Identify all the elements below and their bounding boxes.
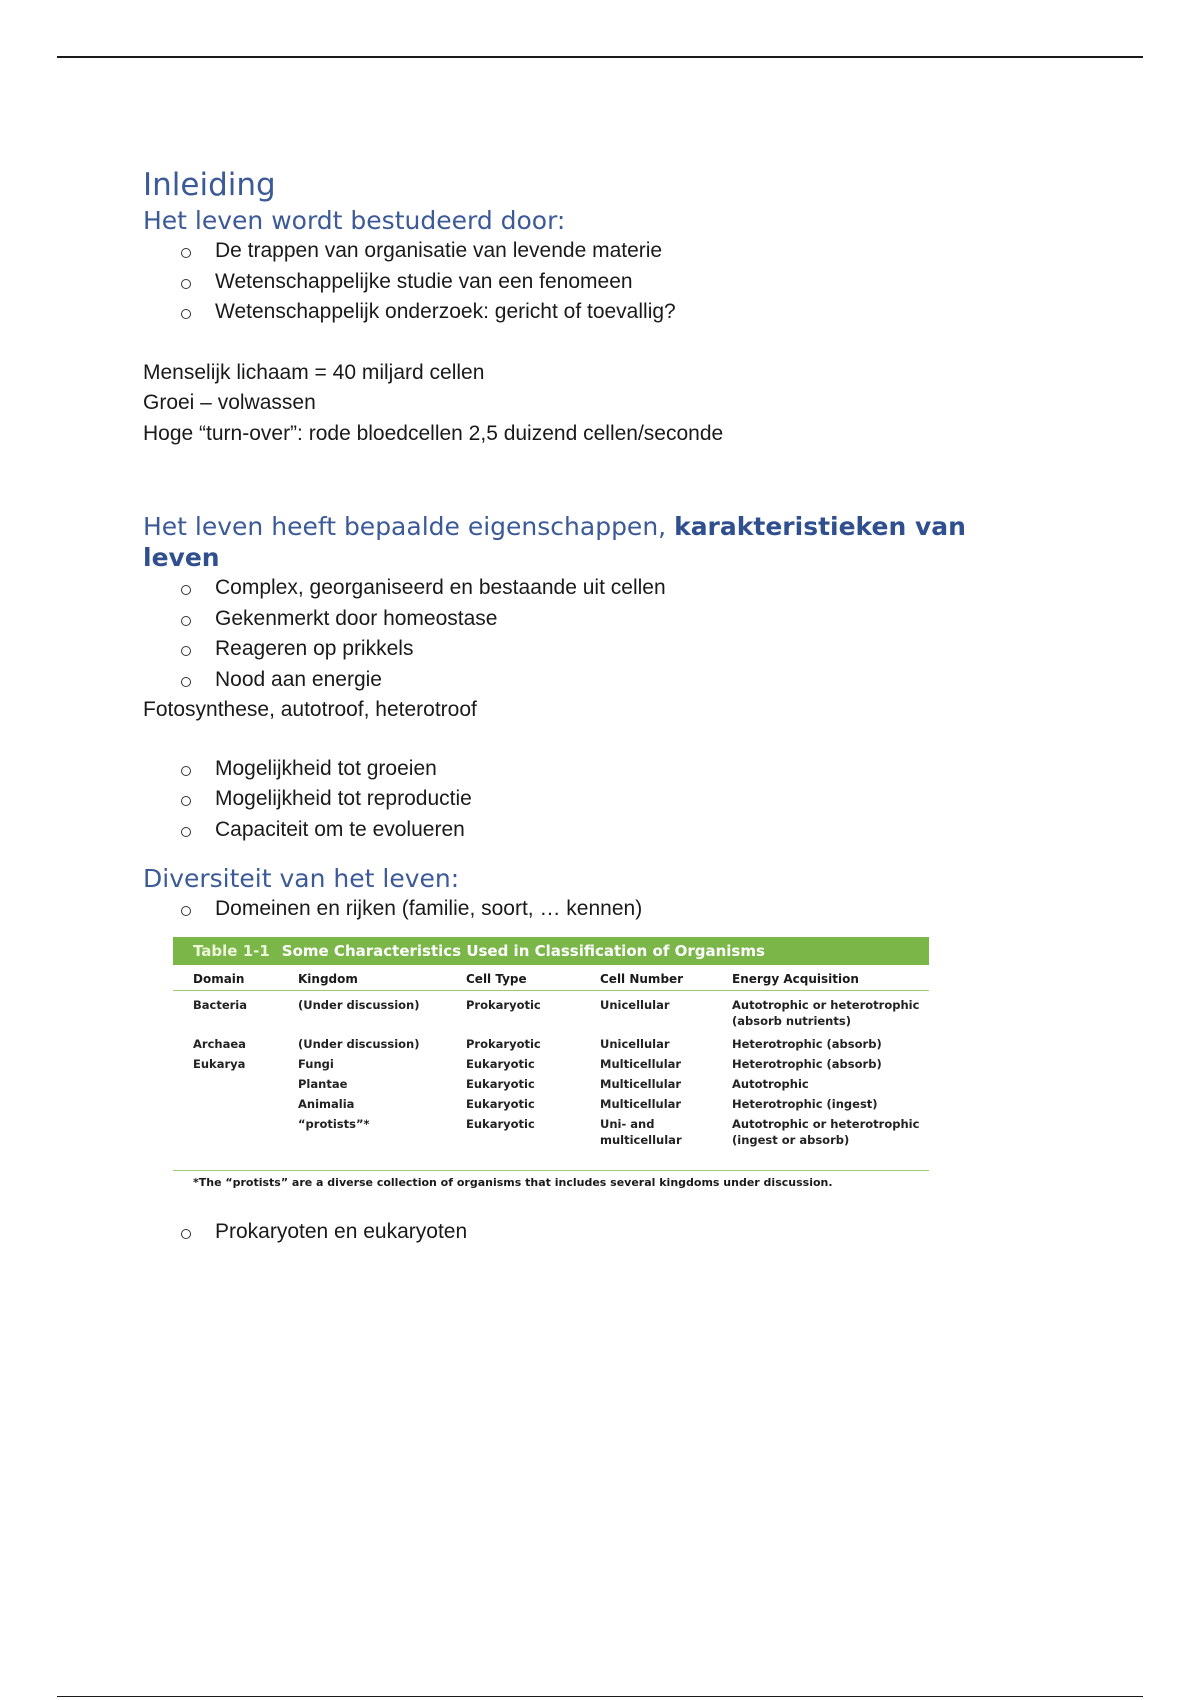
fact-line: Hoge “turn-over”: rode bloedcellen 2,5 duizend cellen/seconde: [143, 421, 724, 445]
fact-line: Menselijk lichaam = 40 miljard cellen: [143, 360, 485, 384]
bullet-circle-icon: [181, 906, 191, 916]
table-header: Cell Type: [466, 965, 600, 991]
bullet-circle-icon: [181, 677, 191, 687]
bottom-rule: [57, 1696, 1143, 1697]
table-title: Some Characteristics Used in Classification of Organisms: [281, 941, 765, 960]
table-row: “protists”* Eukaryotic Uni- and multicellular Autotrophic or heterotrophic (ingest or absorb): [298, 1116, 920, 1147]
bullet-circle-icon: [181, 766, 191, 776]
table-row: Animalia Eukaryotic Multicellular Heterotrophic (ingest): [298, 1096, 878, 1111]
heading-studied: Het leven wordt bestudeerd door:: [143, 206, 566, 235]
diversity-list: [143, 894, 1043, 925]
bullet-circle-icon: [181, 827, 191, 837]
table-row: Eukarya Fungi Eukaryotic Multicellular Heterotrophic (absorb): [193, 1056, 882, 1071]
list-item: Wetenschappelijk onderzoek: gericht of toevallig?: [181, 297, 1043, 328]
document-body: [143, 165, 1043, 1247]
list-item: Mogelijkheid tot groeien: [181, 754, 1043, 785]
final-list: [143, 1217, 1043, 1248]
table-footnote: *The “protists” are a diverse collection of organisms that includes several kingdoms under discussion.: [173, 1170, 929, 1189]
studied-list: [143, 236, 1043, 328]
list-item: Prokaryoten en eukaryoten: [181, 1217, 1043, 1248]
list-item: Reageren op prikkels: [181, 634, 1043, 665]
bullet-circle-icon: [181, 279, 191, 289]
table-row: Archaea (Under discussion) Prokaryotic Unicellular Heterotrophic (absorb): [193, 1036, 882, 1051]
properties-list-b: [143, 754, 1043, 846]
heading-inleiding: Inleiding: [143, 167, 276, 203]
properties-list-a: [143, 573, 1043, 695]
classification-table: [173, 965, 929, 1150]
list-item: Wetenschappelijke studie van een fenomeen: [181, 267, 1043, 298]
heading-diversity: Diversiteit van het leven:: [143, 864, 460, 893]
bullet-circle-icon: [181, 796, 191, 806]
bullet-circle-icon: [181, 646, 191, 656]
bullet-circle-icon: [181, 616, 191, 626]
table-number: Table 1-1: [193, 941, 270, 960]
bullet-circle-icon: [181, 309, 191, 319]
bullet-circle-icon: [181, 248, 191, 258]
table-row: Plantae Eukaryotic Multicellular Autotrophic: [298, 1076, 809, 1091]
classification-table-figure: [173, 937, 929, 1189]
top-rule: [57, 56, 1143, 58]
table-header: Domain: [173, 965, 298, 991]
list-item: Capaciteit om te evolueren: [181, 815, 1043, 846]
table-header: Energy Acquisition: [732, 965, 929, 991]
table-header-row: [173, 965, 929, 991]
bullet-circle-icon: [181, 1229, 191, 1239]
list-item: Gekenmerkt door homeostase: [181, 604, 1043, 635]
list-item: De trappen van organisatie van levende materie: [181, 236, 1043, 267]
list-item: Nood aan energie: [181, 665, 1043, 696]
heading-properties: Het leven heeft bepaalde eigenschappen, karakteristieken van leven: [143, 512, 966, 572]
list-item: Complex, georganiseerd en bestaande uit cellen: [181, 573, 1043, 604]
table-header: Cell Number: [600, 965, 732, 991]
table-row: Bacteria (Under discussion) Prokaryotic Unicellular Autotrophic or heterotrophic (absorb nutrients): [193, 997, 920, 1028]
list-item: Mogelijkheid tot reproductie: [181, 784, 1043, 815]
list-item: Domeinen en rijken (familie, soort, … kennen): [181, 894, 1043, 925]
bullet-circle-icon: [181, 585, 191, 595]
energy-note: Fotosynthese, autotroof, heterotroof: [143, 698, 477, 721]
fact-line: Groei – volwassen: [143, 391, 316, 414]
table-title-bar: [173, 937, 929, 965]
table-header: Kingdom: [298, 965, 466, 991]
